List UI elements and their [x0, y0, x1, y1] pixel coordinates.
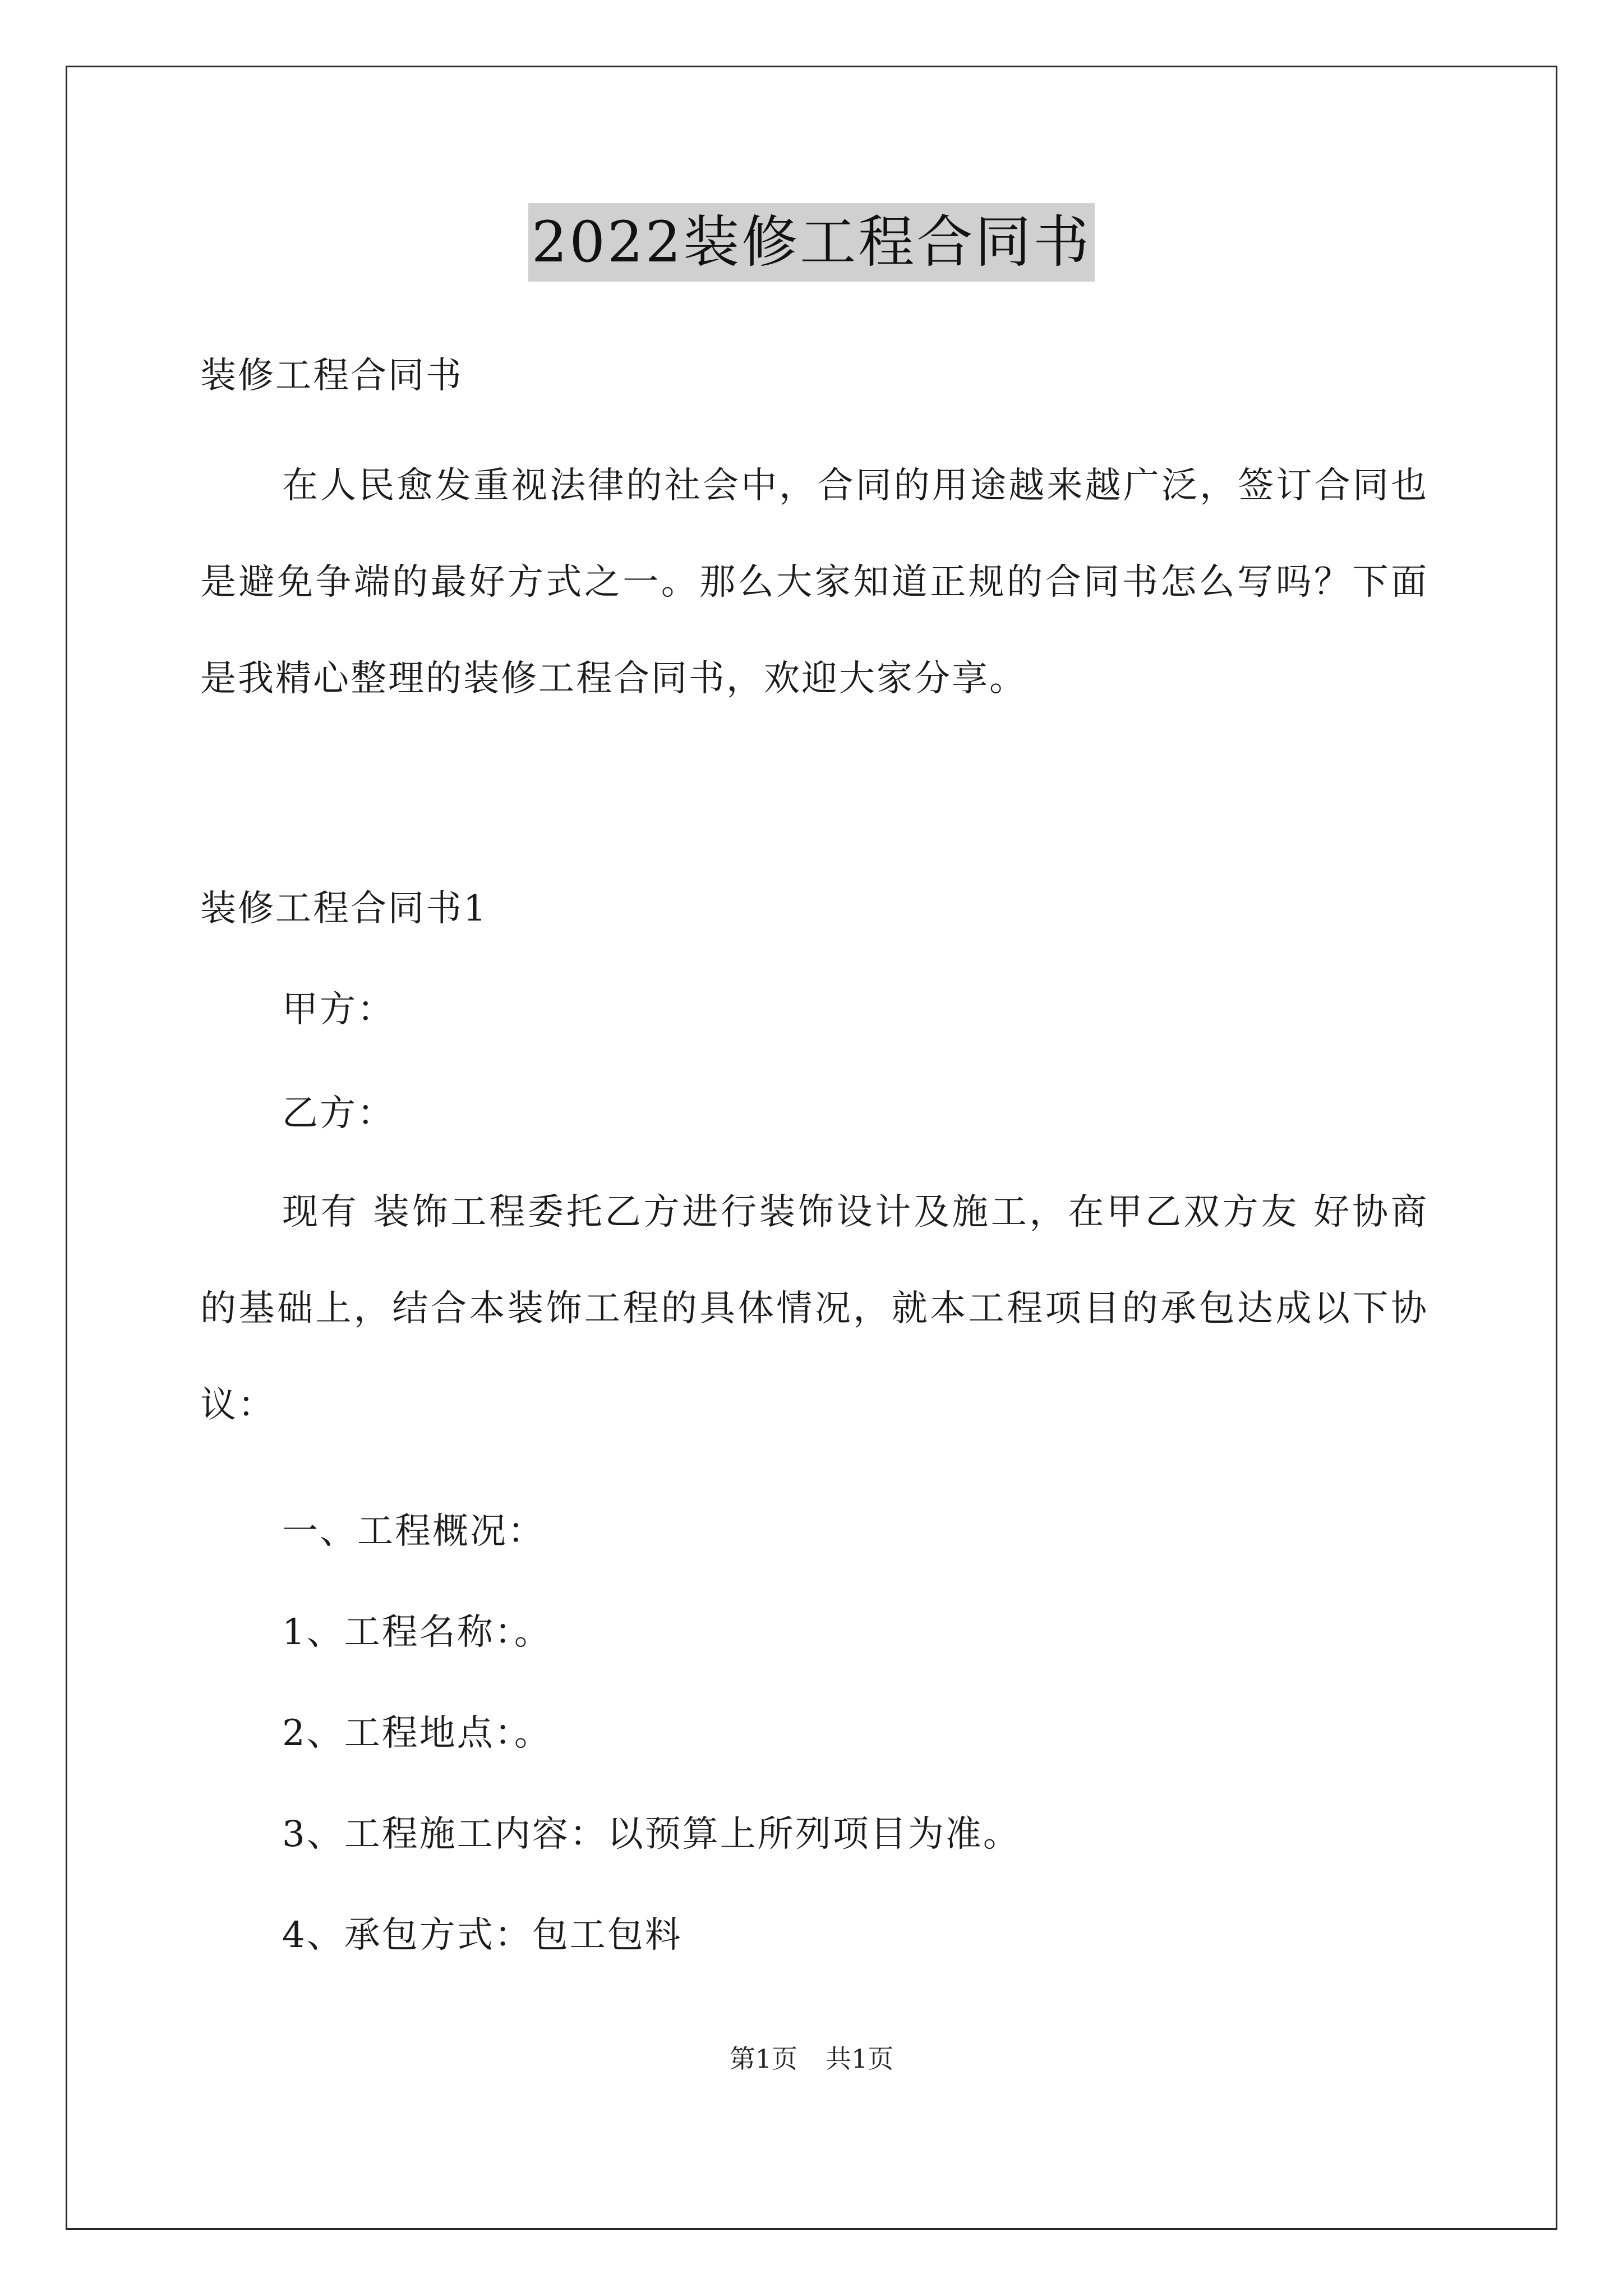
preamble-block	[200, 1164, 1428, 1453]
party-b-label: 乙方：	[282, 1093, 395, 1134]
document-title: 2022装修工程合同书	[528, 203, 1095, 282]
page-footer	[0, 2039, 1623, 2078]
page-total: 共1页	[826, 2044, 894, 2074]
clause-heading: 一、工程概况：	[282, 1511, 545, 1552]
title-wrap	[0, 203, 1623, 282]
party-a-label: 甲方：	[282, 989, 395, 1030]
page-number: 第1页	[729, 2044, 797, 2074]
intro-paragraph: 在人民愈发重视法律的社会中，合同的用途越来越广泛，签订合同也是避免争端的最好方式之一。那么大家知道正规的合同书怎么写吗？下面是我精心整理的装修工程合同书，欢迎大家分享。	[200, 465, 1428, 700]
section-title: 装修工程合同书1	[200, 888, 488, 930]
clause-item-4: 4、承包方式：包工包料	[282, 1915, 683, 1956]
intro-block	[200, 438, 1428, 727]
clause-item-3: 3、工程施工内容：以预算上所列项目为准。	[282, 1814, 1021, 1855]
preamble-paragraph: 现有 装饰工程委托乙方进行装饰设计及施工，在甲乙双方友 好协商的基础上，结合本装饰工程的具体情况，就本工程项目的承包达成以下协议：	[200, 1191, 1428, 1426]
clause-item-1: 1、工程名称：。	[282, 1612, 552, 1653]
clause-item-2: 2、工程地点：。	[282, 1713, 552, 1754]
document-subtitle: 装修工程合同书	[200, 355, 463, 397]
